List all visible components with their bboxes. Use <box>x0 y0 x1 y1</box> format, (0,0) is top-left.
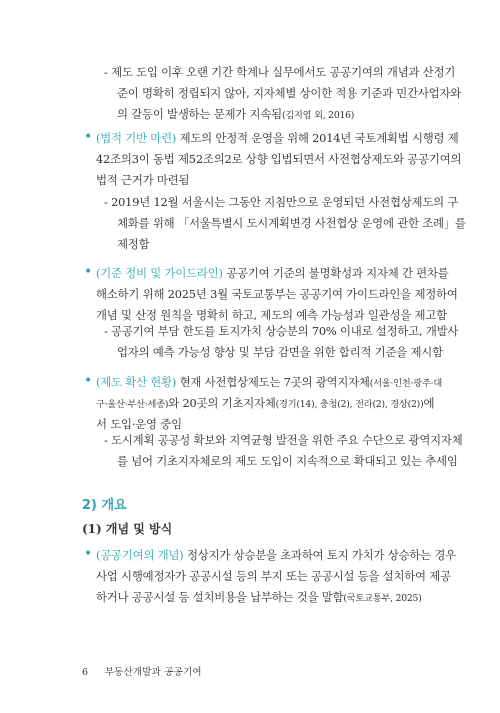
text-segment: 법적 근거가 마련됨 <box>96 173 190 187</box>
text-segment: - 제도 도입 이후 오랜 기간 학계나 실무에서도 공공기여의 개념과 산정기 <box>104 65 456 79</box>
bullet-line <box>96 265 449 281</box>
citation-text: 구·울산·부산·세종) <box>96 399 169 410</box>
citation-text: (경기(14), 충청(2), 전라(2), 경상(2)) <box>275 399 424 410</box>
text-segment: 와 20곳의 기초지자체 <box>168 396 276 410</box>
sub-bullet-line <box>104 194 458 210</box>
section-heading: 2) 개요 <box>82 498 127 513</box>
bullet-line <box>96 568 451 584</box>
bullet-line <box>96 286 458 302</box>
text-segment: 정상지가 상승분을 초과하여 토지 가치가 상승하는 경우 <box>183 548 456 562</box>
bullet-line <box>96 374 442 392</box>
bullet-line <box>96 130 459 146</box>
sub-bullet-line <box>117 106 354 124</box>
footer-title: 부동산개발과 공공기여 <box>104 667 202 678</box>
text-segment: 의 갈등이 발생하는 문제가 지속됨 <box>117 107 282 121</box>
sub-bullet-line <box>117 236 149 252</box>
bullet-line <box>96 307 447 323</box>
citation-text: (국토교통부, 2025) <box>343 593 422 604</box>
text-segment: 서 도입·운영 중임 <box>96 417 182 431</box>
text-segment: 제도의 안정적 운영을 위해 2014년 국토계획법 시행령 제 <box>176 131 459 145</box>
sub-bullet-line <box>117 344 443 360</box>
sub-bullet-line <box>117 215 466 231</box>
bullet-line <box>96 589 422 607</box>
text-segment: 준이 명확히 정립되지 않아, 지자체별 상이한 적용 기준과 민간사업자와 <box>117 86 462 100</box>
bullet-dot-icon: • <box>84 129 93 145</box>
text-segment: 해소하기 위해 2025년 3월 국토교통부는 공공기여 가이드라인을 제정하여 <box>96 287 458 301</box>
bullet-line <box>96 151 461 167</box>
page-footer <box>82 664 202 678</box>
bullet-line <box>96 416 182 432</box>
citation-text: (서울·인천·광주·대 <box>369 378 443 389</box>
bullet-dot-icon: • <box>84 546 93 562</box>
text-segment: 하거나 공공시설 등 설치비용을 납부하는 것을 말함 <box>96 590 344 604</box>
text-segment: - 도시계획 공공성 확보와 지역균형 발전을 위한 주요 수단으로 광역지자체 <box>104 433 463 447</box>
text-segment: 를 넘어 기초지자체로의 제도 도입이 지속적으로 확대되고 있는 추세임 <box>117 454 458 468</box>
bullet-line <box>96 547 456 563</box>
text-segment: 사업 시행예정자가 공공시설 등의 부지 또는 공공시설 등을 설치하여 제공 <box>96 569 451 583</box>
text-segment: 개념 및 산정 원칙을 명확히 하고, 제도의 예측 가능성과 일관성을 제고함 <box>96 308 447 322</box>
bullet-dot-icon: • <box>84 373 93 389</box>
sub-bullet-line <box>117 85 461 101</box>
subsection-heading: (1) 개념 및 방식 <box>82 522 173 536</box>
bullet-lead-label: (기준 정비 및 가이드라인) <box>96 266 223 280</box>
sub-bullet-line <box>117 453 458 469</box>
bullet-lead-label: (공공기여의 개념) <box>96 548 184 562</box>
sub-bullet-line <box>104 432 463 448</box>
bullet-lead-label: (제도 확산 현황) <box>96 375 177 389</box>
page-number: 6 <box>82 667 89 678</box>
citation-text: (김지엽 외, 2016) <box>281 110 355 121</box>
text-segment: 공공기여 기준의 불명확성과 지자체 간 편차를 <box>222 266 449 280</box>
bullet-line <box>96 172 189 188</box>
text-segment: 제정함 <box>117 237 150 251</box>
sub-bullet-line <box>104 323 458 339</box>
text-segment: - 공공기여 부담 한도를 토지가치 상승분의 70% 이내로 설정하고, 개발사 <box>104 324 459 338</box>
text-segment: 업자의 예측 가능성 향상 및 부담 감면을 위한 합리적 기준을 제시함 <box>117 345 443 359</box>
bullet-line <box>96 395 434 413</box>
text-segment: 현재 사전협상제도는 7곳의 광역지자체 <box>176 375 370 389</box>
sub-bullet-line <box>104 64 455 80</box>
text-segment: 에 <box>423 396 435 410</box>
text-segment: 체화를 위해 「서울특별시 도시계획변경 사전협상 운영에 관한 조례」를 <box>117 216 466 230</box>
text-segment: 42조의3이 동법 제52조의2로 상향 입법되면서 사전협상제도와 공공기여의 <box>96 152 462 166</box>
text-segment: - 2019년 12월 서울시는 그동안 지침만으로 운영되던 사전협상제도의 구 <box>104 195 459 209</box>
bullet-dot-icon: • <box>84 264 93 280</box>
bullet-lead-label: (법적 기반 마련) <box>96 131 177 145</box>
